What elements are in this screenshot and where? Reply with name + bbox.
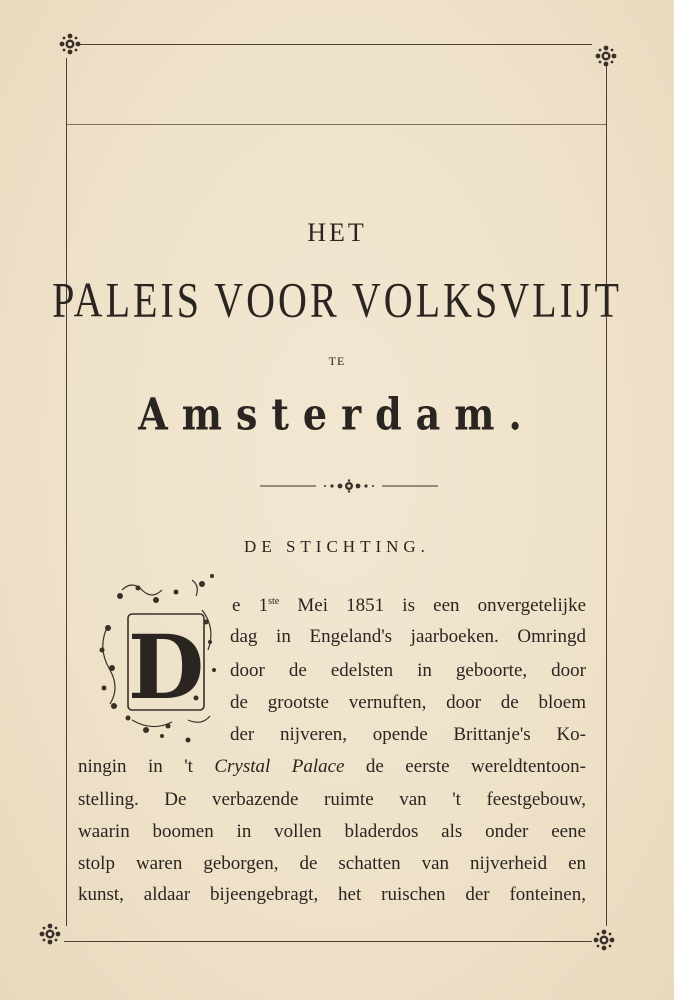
corner-ornament-bottom-right [590, 926, 618, 954]
body-line-2: dag in Engeland's jaarboeken. Omringd [230, 626, 586, 647]
body-line-6 [78, 756, 586, 778]
frame-right-rule [606, 64, 607, 926]
body-line-5: der nijveren, opende Brittanje's Ko- [230, 724, 586, 745]
body-line-4: de grootste vernuften, door de bloem [230, 692, 586, 713]
frame-left-rule [66, 58, 67, 926]
corner-ornament-top-left [56, 30, 84, 58]
ornamental-divider [260, 478, 438, 494]
frame-bottom-rule [64, 941, 592, 942]
body-line-6-italic: Crystal Palace [214, 756, 345, 777]
title-het: HET [307, 218, 367, 247]
frame-top-rule [80, 44, 592, 45]
corner-ornament-top-right [592, 42, 620, 70]
title-main: PALEIS VOOR VOLKSVLIJT [52, 271, 622, 328]
body-line-7: stelling. De verbazende ruimte van 't feestgebouw, [78, 789, 586, 810]
body-line-1-superscript: ste [268, 596, 280, 607]
body-line-1-a: e 1 [232, 595, 269, 616]
body-line-9: stolp waren geborgen, de schatten van nijverheid en [78, 853, 586, 874]
body-line-8: waarin boomen in vollen bladerdos als onder eene [78, 821, 586, 842]
body-line-1 [232, 595, 586, 617]
decorated-initial-d [92, 570, 228, 746]
body-line-3: door de edelsten in geboorte, door [230, 660, 586, 681]
body-line-6-a: ningin in 't [78, 756, 215, 777]
title-city: Amsterdam. [138, 388, 536, 440]
title-te: TE [328, 354, 346, 368]
corner-ornament-bottom-left [36, 920, 64, 948]
body-line-1-b: Mei 1851 is een onvergetelijke [279, 595, 587, 616]
dropcap-letter: D [127, 615, 205, 719]
body-line-6-b: de eerste wereldtentoon- [344, 756, 586, 777]
section-heading: DE STICHTING. [244, 537, 430, 556]
frame-inner-top-rule [66, 124, 606, 125]
body-line-10: kunst, aldaar bijeengebragt, het ruischen der fonteinen, [78, 884, 586, 905]
